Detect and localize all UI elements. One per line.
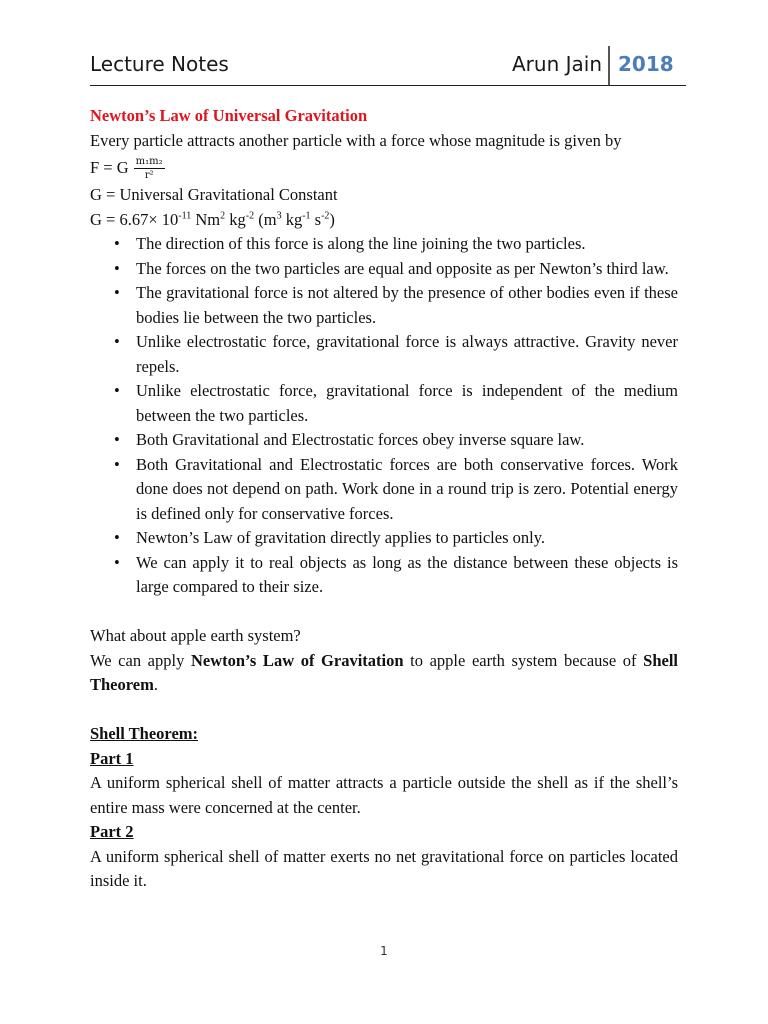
gravitation-formula (90, 153, 678, 183)
list-item-text: The forces on the two particles are equal and opposite as per Newton’s third law. (136, 258, 669, 278)
apple-question: What about apple earth system? (90, 626, 301, 645)
exp-6: -2 (321, 210, 330, 221)
constant-prefix: G = 6.67× 10 (90, 209, 179, 229)
exp-4: 3 (276, 210, 282, 221)
spacer (90, 600, 678, 625)
apple-answer (90, 649, 678, 698)
list-item-text: Newton’s Law of gravitation directly applies to particles only. (136, 528, 546, 547)
header-rule (90, 85, 686, 86)
apple-answer-end: . (153, 675, 158, 694)
list-item-text: Both Gravitational and Electrostatic forces are both conservative forces. Work done does not depend on path. Work done in a round trip is zero. Potential energy is defined only for conservative forces. (136, 454, 678, 523)
apple-answer-pre: We can apply (90, 650, 191, 670)
bullet-icon: • (114, 552, 120, 572)
property-list (90, 232, 678, 600)
part-1-text: A uniform spherical shell of matter attracts a particle outside the shell as if the shell’s entire mass were concerned at the center. (90, 773, 678, 817)
list-item-text: Both Gravitational and Electrostatic forces obey inverse square law. (136, 430, 585, 449)
part-1-title: Part 1 (90, 748, 134, 768)
bullet-icon: • (114, 234, 120, 253)
exp-3: -2 (245, 210, 255, 221)
spacer (90, 698, 678, 723)
constant-value (90, 208, 678, 233)
apple-answer-mid: to apple earth system because of (403, 650, 644, 670)
exp-2: 2 (220, 210, 226, 221)
section-intro: Every particle attracts another particle with a force whose magnitude is given by (90, 130, 622, 150)
header-author: Arun Jain (512, 52, 602, 76)
list-item (90, 551, 678, 600)
paren-close: ) (329, 209, 335, 229)
bullet-icon: • (114, 332, 120, 351)
bullet-icon: • (114, 528, 120, 547)
exp-5: -1 (302, 210, 311, 221)
part-2-title: Part 2 (90, 822, 134, 841)
formula-fraction (134, 156, 165, 181)
list-item (90, 330, 678, 379)
part-2-text: A uniform spherical shell of matter exerts no net gravitational force on particles located inside it. (90, 846, 678, 890)
list-item-text: Unlike electrostatic force, gravitational force is always attractive. Gravity never repels. (136, 332, 678, 376)
header-separator (608, 46, 610, 86)
header-year: 2018 (618, 52, 674, 76)
formula-lhs: F = G (90, 157, 129, 177)
bullet-icon: • (114, 381, 120, 400)
unit-kg-2: kg (281, 209, 303, 229)
bullet-icon: • (114, 283, 120, 302)
page-number: 1 (380, 944, 388, 958)
unit-kg: kg (225, 209, 246, 229)
constant-name: G = Universal Gravitational Constant (90, 185, 338, 204)
bullet-icon: • (114, 430, 120, 449)
list-item (90, 257, 678, 282)
formula-numerator: m₁m₂ (135, 155, 163, 167)
unit-s: s (310, 209, 322, 229)
list-item-text: Unlike electrostatic force, gravitational force is independent of the medium between the two particles. (136, 381, 678, 425)
paren-open: (m (254, 209, 277, 229)
list-item (90, 453, 678, 527)
list-item (90, 232, 678, 257)
list-item (90, 281, 678, 330)
list-item-text: The gravitational force is not altered by the presence of other bodies even if these bodies lie between the two particles. (136, 283, 678, 327)
unit-nm: Nm (191, 209, 221, 229)
apple-answer-theorem: Shell Theorem (90, 650, 678, 694)
exp-1: -11 (178, 210, 192, 221)
page-content (90, 104, 678, 894)
apple-answer-law: Newton’s Law of Gravitation (190, 650, 404, 670)
list-item-text: The direction of this force is along the line joining the two particles. (136, 234, 586, 253)
list-item-text: We can apply it to real objects as long as the distance between these objects is large compared to their size. (136, 552, 678, 596)
bullet-icon: • (114, 258, 120, 278)
page-header (90, 46, 686, 86)
section-title: Newton’s Law of Universal Gravitation (90, 106, 368, 125)
list-item (90, 379, 678, 428)
formula-denominator: r² (144, 169, 154, 181)
header-title: Lecture Notes (90, 52, 229, 76)
list-item (90, 526, 678, 551)
bullet-icon: • (114, 454, 120, 474)
list-item (90, 428, 678, 453)
shell-heading: Shell Theorem: (90, 724, 199, 743)
